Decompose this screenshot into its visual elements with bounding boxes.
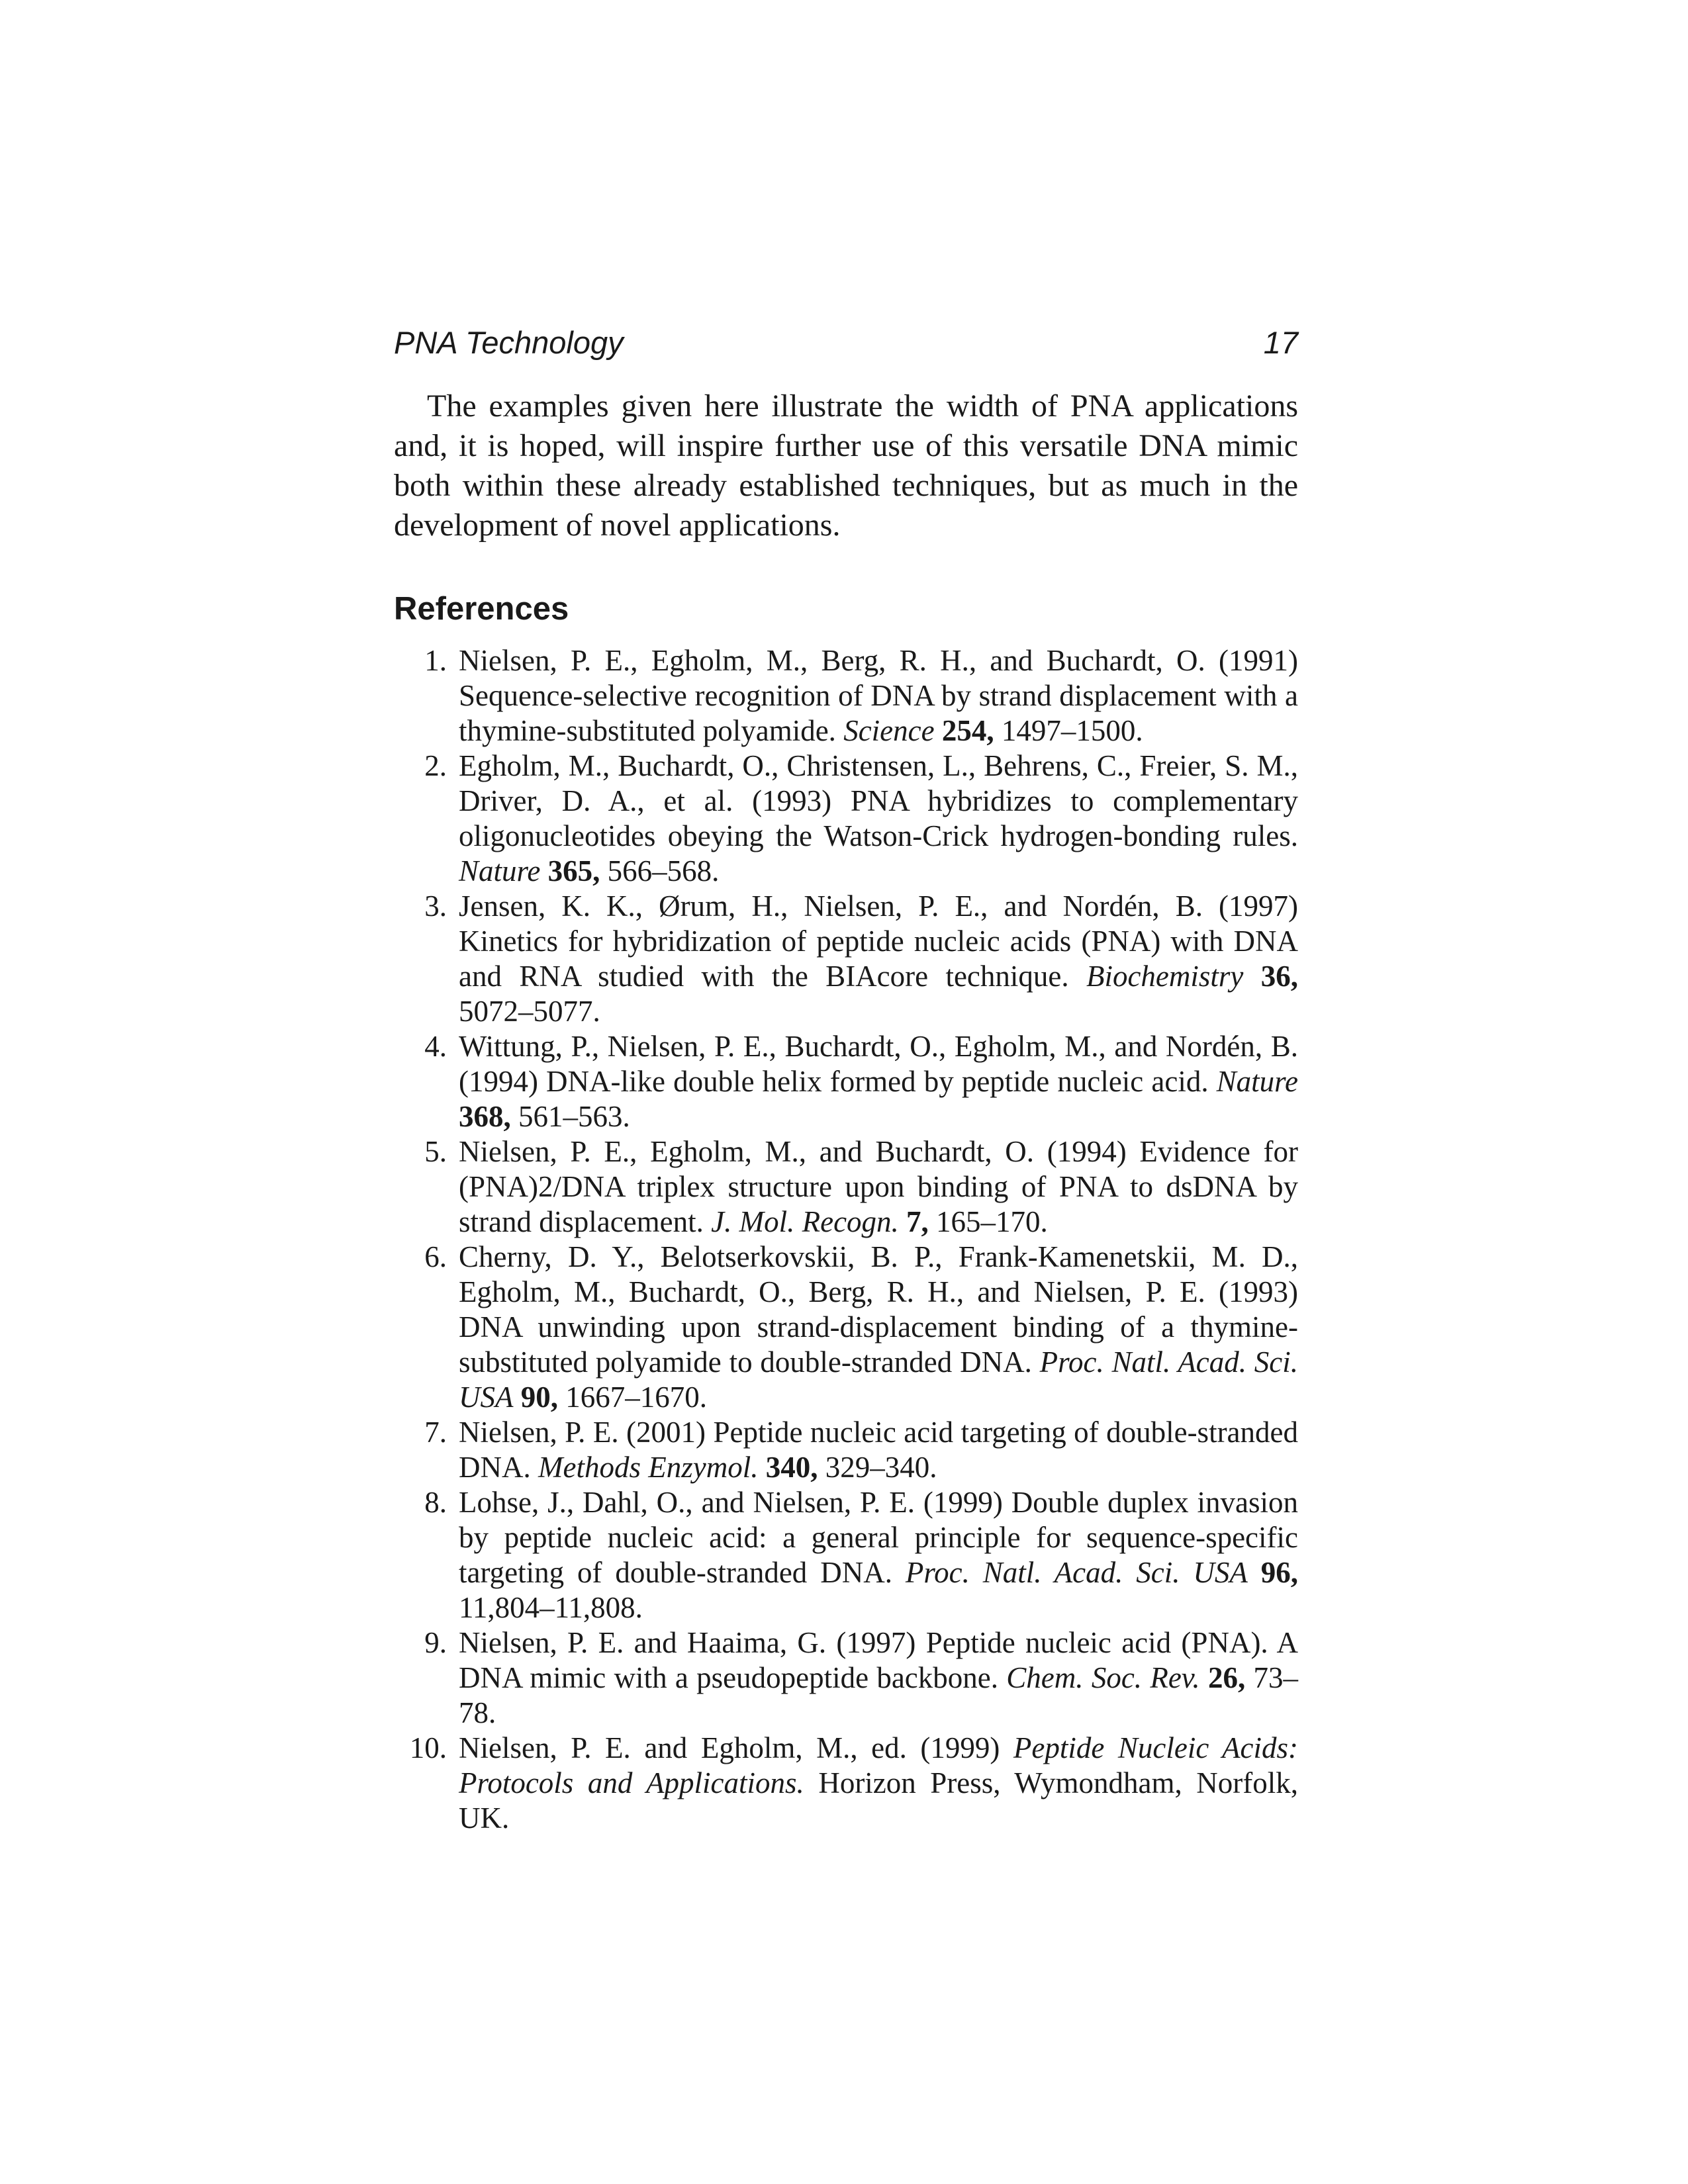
reference-number: 10. (409, 1731, 447, 1764)
intro-paragraph: The examples given here illustrate the width of PNA applications and, it is hoped, will inspire further use of this versatile DNA mimic both within these already established techniques, but as much in the development of novel applications. (394, 388, 1298, 543)
reference-journal: Nature (1216, 1065, 1298, 1098)
reference-text (459, 1485, 1298, 1625)
reference-item (394, 1485, 1298, 1625)
reference-number: 7. (424, 1416, 447, 1449)
reference-pages: 1667–1670. (565, 1381, 707, 1414)
reference-pages: 329–340. (825, 1451, 937, 1484)
reference-authors: Jensen, K. K., Ørum, H., Nielsen, P. E., and Nordén, B. (1997) Kinetics for hybridization of peptide nucleic acids (PNA) with DNA and RNA studied with the BIAcore technique. (459, 889, 1298, 993)
reference-pages: 73–78. (459, 1661, 1299, 1729)
reference-volume: 7, (906, 1205, 929, 1238)
reference-item (394, 1029, 1298, 1134)
reference-text (459, 1134, 1298, 1240)
reference-journal: Methods Enzymol. (538, 1451, 759, 1484)
reference-publisher: Horizon Press, Wymondham, Norfolk, UK. (459, 1766, 1299, 1835)
reference-pages: 11,804–11,808. (459, 1591, 643, 1624)
reference-volume: 365, (547, 854, 600, 887)
reference-item (394, 889, 1298, 1029)
reference-authors: Cherny, D. Y., Belotserkovskii, B. P., Frank-Kamenetskii, M. D., Egholm, M., Buchardt, O., Berg, R. H., and Nielsen, P. E. (1993) DNA unwinding upon strand-displacement binding of a thymine-substituted polyamide to double-stranded DNA. (459, 1240, 1298, 1379)
reference-journal: Chem. Soc. Rev. (1006, 1661, 1200, 1694)
reference-journal: Biochemistry (1086, 960, 1244, 993)
reference-text (459, 749, 1298, 889)
reference-volume: 36, (1260, 960, 1298, 993)
reference-authors: Nielsen, P. E. (2001) Peptide nucleic acid targeting of double-stranded DNA. (459, 1416, 1298, 1484)
reference-number: 9. (424, 1626, 447, 1659)
reference-list (394, 643, 1298, 1836)
reference-authors: Nielsen, P. E. and Egholm, M., ed. (1999) (459, 1731, 1013, 1764)
running-title: PNA Technology (394, 325, 624, 360)
reference-authors: Nielsen, P. E., Egholm, M., and Buchardt, O. (1994) Evidence for (PNA)2/DNA triplex structure upon binding of PNA to dsDNA by strand displacement. (459, 1135, 1298, 1238)
reference-volume: 96, (1260, 1556, 1299, 1589)
reference-authors: Nielsen, P. E., Egholm, M., Berg, R. H., and Buchardt, O. (1991) Sequence-selective recognition of DNA by strand displacement with a thymine-substituted polyamide. (459, 644, 1298, 747)
reference-authors: Lohse, J., Dahl, O., and Nielsen, P. E. (1999) Double duplex invasion by peptide nucleic acid: a general principle for sequence-specific targeting of double-stranded DNA. (459, 1486, 1298, 1589)
reference-pages: 5072–5077. (459, 995, 600, 1028)
page-number: 17 (1263, 325, 1298, 360)
reference-authors: Egholm, M., Buchardt, O., Christensen, L., Behrens, C., Freier, S. M., Driver, D. A., et al. (1993) PNA hybridizes to complementary oligonucleotides obeying the Watson-Crick hydrogen-bonding rules. (459, 749, 1298, 852)
reference-volume: 340, (765, 1451, 818, 1484)
references-heading: References (394, 591, 569, 627)
reference-number: 3. (424, 889, 447, 923)
reference-volume: 26, (1207, 1661, 1246, 1694)
reference-item (394, 643, 1298, 749)
reference-volume: 368, (459, 1100, 511, 1133)
reference-pages: 1497–1500. (1001, 714, 1143, 747)
reference-journal: Proc. Natl. Acad. Sci. USA (459, 1345, 1298, 1414)
reference-journal: Nature (459, 854, 541, 887)
reference-authors: Wittung, P., Nielsen, P. E., Buchardt, O., Egholm, M., and Nordén, B. (1994) DNA-like double helix formed by peptide nucleic acid. (459, 1030, 1298, 1098)
reference-text (459, 643, 1298, 749)
reference-pages: 561–563. (518, 1100, 630, 1133)
reference-volume: 254, (941, 714, 994, 747)
reference-book-title: Peptide Nucleic Acids: Protocols and Applications. (459, 1731, 1298, 1799)
reference-number: 6. (424, 1240, 447, 1273)
reference-item (394, 1731, 1298, 1836)
reference-number: 8. (424, 1486, 447, 1519)
reference-number: 4. (424, 1030, 447, 1063)
page-header (394, 323, 1298, 363)
reference-number: 2. (424, 749, 447, 782)
reference-item (394, 1240, 1298, 1415)
reference-authors: Nielsen, P. E. and Haaima, G. (1997) Peptide nucleic acid (PNA). A DNA mimic with a pseudopeptide backbone. (459, 1626, 1298, 1694)
reference-number: 1. (424, 644, 447, 677)
reference-journal: J. Mol. Recogn. (711, 1205, 899, 1238)
reference-text (459, 889, 1298, 1029)
reference-text (459, 1625, 1298, 1731)
reference-number: 5. (424, 1135, 447, 1168)
reference-pages: 165–170. (936, 1205, 1048, 1238)
reference-item (394, 749, 1298, 889)
reference-text (459, 1415, 1298, 1485)
reference-text (459, 1029, 1298, 1134)
reference-volume: 90, (520, 1381, 558, 1414)
reference-text (459, 1240, 1298, 1415)
reference-item (394, 1415, 1298, 1485)
reference-item (394, 1625, 1298, 1731)
reference-item (394, 1134, 1298, 1240)
reference-pages: 566–568. (607, 854, 720, 887)
reference-text (459, 1731, 1298, 1836)
reference-journal: Proc. Natl. Acad. Sci. USA (905, 1556, 1248, 1589)
reference-journal: Science (843, 714, 935, 747)
